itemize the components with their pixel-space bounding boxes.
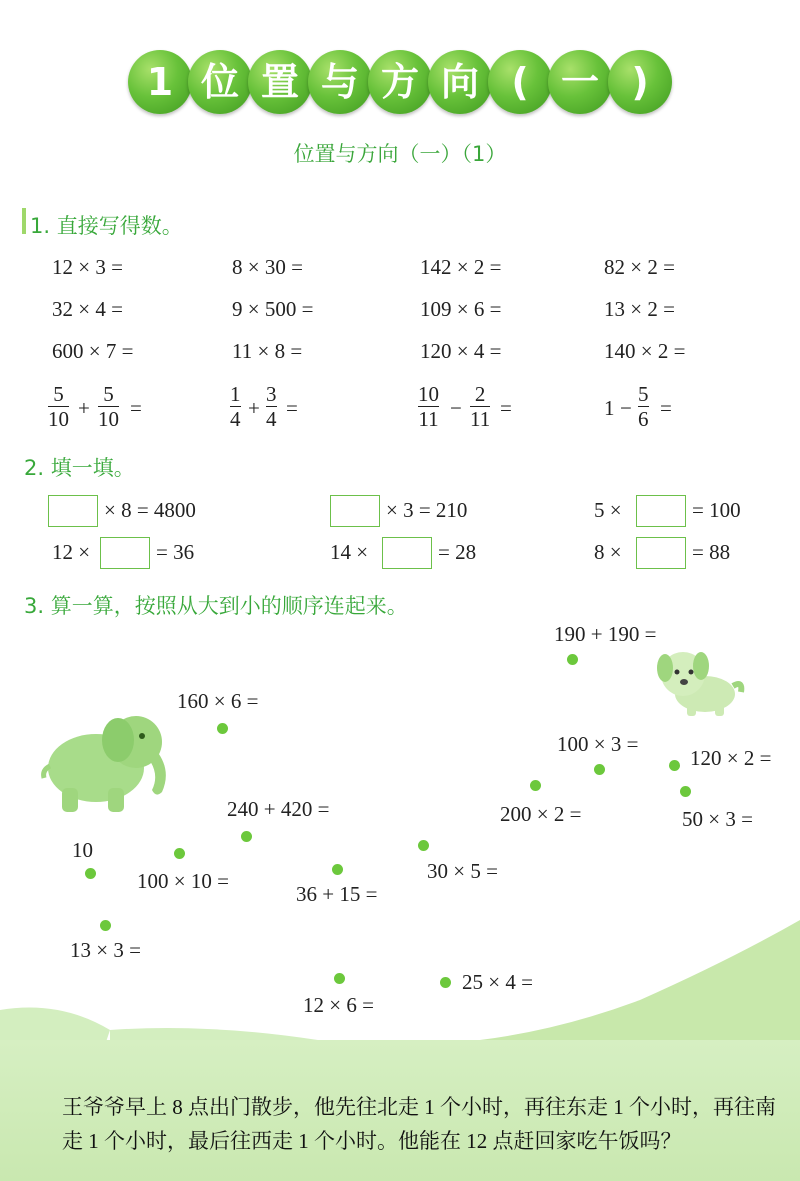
expression: 13 × 3 = bbox=[70, 938, 141, 962]
title-char: 一 bbox=[548, 50, 612, 114]
expression: 100 × 10 = bbox=[137, 869, 229, 893]
connect-dot[interactable] bbox=[418, 840, 429, 851]
answer-box[interactable] bbox=[330, 495, 380, 527]
title-char: ( bbox=[488, 50, 552, 114]
operator: = bbox=[500, 396, 512, 420]
puppy-illustration bbox=[645, 646, 745, 718]
expression: 12 × 6 = bbox=[303, 993, 374, 1017]
equation: 82 × 2 = bbox=[604, 255, 675, 279]
equation: = 36 bbox=[156, 540, 195, 564]
equation: 12 × 3 = bbox=[52, 255, 123, 279]
connect-dot[interactable] bbox=[530, 780, 541, 791]
expression: 30 × 5 = bbox=[427, 859, 498, 883]
equation: 14 × bbox=[330, 540, 369, 564]
fraction: $\frac{2}{11}$ bbox=[470, 382, 491, 431]
expression: 25 × 4 = bbox=[462, 970, 533, 994]
title-banner bbox=[128, 50, 673, 114]
operator: = bbox=[660, 396, 672, 420]
expression: 160 × 6 = bbox=[177, 689, 259, 713]
expression: 190 + 190 = bbox=[554, 622, 657, 646]
operator: + bbox=[78, 396, 90, 420]
section3-label: 3. 算一算，按照从大到小的顺序连起来。 bbox=[24, 594, 408, 618]
equation: × 3 = 210 bbox=[386, 498, 468, 522]
equation: 11 × 8 = bbox=[232, 339, 303, 363]
story-problem: 王爷爷早上 8 点出门散步，他先往北走 1 个小时，再往东走 1 个小时，再往南走 1 个小时，最后往西走 1 个小时。他能在 12 点赶回家吃午饭吗？ bbox=[62, 1095, 776, 1153]
answer-box[interactable] bbox=[48, 495, 98, 527]
operator: = bbox=[286, 396, 298, 420]
equation: 5 × bbox=[594, 498, 622, 522]
connect-dot[interactable] bbox=[567, 654, 578, 665]
title-char: 1 bbox=[128, 50, 192, 114]
fraction: $\frac{5}{6}$ bbox=[638, 382, 649, 431]
expression: 36 + 15 = bbox=[296, 882, 378, 906]
equation: 8 × bbox=[594, 540, 622, 564]
equation: 120 × 4 = bbox=[420, 339, 502, 363]
connect-dot[interactable] bbox=[332, 864, 343, 875]
equation: 600 × 7 = bbox=[52, 339, 134, 363]
answer-box[interactable] bbox=[636, 495, 686, 527]
equation: 13 × 2 = bbox=[604, 297, 675, 321]
equation: × 8 = 4800 bbox=[104, 498, 196, 522]
section1-label: 1. 直接写得数。 bbox=[30, 214, 183, 238]
fraction: $\frac{5}{10}$ bbox=[48, 382, 69, 431]
connect-dot[interactable] bbox=[241, 831, 252, 842]
operator: − bbox=[620, 396, 632, 420]
fraction: $\frac{3}{4}$ bbox=[266, 382, 277, 431]
equation: 12 × bbox=[52, 540, 91, 564]
section2-label: 2. 填一填。 bbox=[24, 456, 135, 480]
whole-number: 1 bbox=[604, 396, 615, 420]
title-char: ) bbox=[608, 50, 672, 114]
equation: 9 × 500 = bbox=[232, 297, 314, 321]
expression: 50 × 3 = bbox=[682, 807, 753, 831]
answer-box[interactable] bbox=[636, 537, 686, 569]
connect-dot[interactable] bbox=[85, 868, 96, 879]
page-subtitle: 位置与方向（一）（1） bbox=[293, 142, 507, 166]
fraction: $\frac{5}{10}$ bbox=[98, 382, 119, 431]
equation: = 88 bbox=[692, 540, 731, 564]
elephant-illustration bbox=[38, 700, 178, 818]
connect-dot[interactable] bbox=[680, 786, 691, 797]
connect-dot[interactable] bbox=[217, 723, 228, 734]
connect-dot[interactable] bbox=[669, 760, 680, 771]
fraction: $\frac{1}{4}$ bbox=[230, 382, 241, 431]
equation: 140 × 2 = bbox=[604, 339, 686, 363]
equation: = 28 bbox=[438, 540, 477, 564]
title-char: 置 bbox=[248, 50, 312, 114]
expression: 10 bbox=[72, 838, 93, 862]
operator: − bbox=[450, 396, 462, 420]
title-char: 方 bbox=[368, 50, 432, 114]
connect-dot[interactable] bbox=[174, 848, 185, 859]
equation: 32 × 4 = bbox=[52, 297, 123, 321]
equation: = 100 bbox=[692, 498, 741, 522]
expression: 240 + 420 = bbox=[227, 797, 330, 821]
answer-box[interactable] bbox=[382, 537, 432, 569]
section-marker bbox=[22, 208, 26, 234]
equation: 109 × 6 = bbox=[420, 297, 502, 321]
operator: = bbox=[130, 396, 142, 420]
connect-dot[interactable] bbox=[594, 764, 605, 775]
title-char: 与 bbox=[308, 50, 372, 114]
equation: 8 × 30 = bbox=[232, 255, 303, 279]
title-char: 向 bbox=[428, 50, 492, 114]
answer-box[interactable] bbox=[100, 537, 150, 569]
grass-decoration bbox=[0, 900, 800, 1060]
title-char: 位 bbox=[188, 50, 252, 114]
operator: + bbox=[248, 396, 260, 420]
expression: 100 × 3 = bbox=[557, 732, 639, 756]
fraction: $\frac{10}{11}$ bbox=[418, 382, 439, 431]
expression: 120 × 2 = bbox=[690, 746, 772, 770]
equation: 142 × 2 = bbox=[420, 255, 502, 279]
expression: 200 × 2 = bbox=[500, 802, 582, 826]
